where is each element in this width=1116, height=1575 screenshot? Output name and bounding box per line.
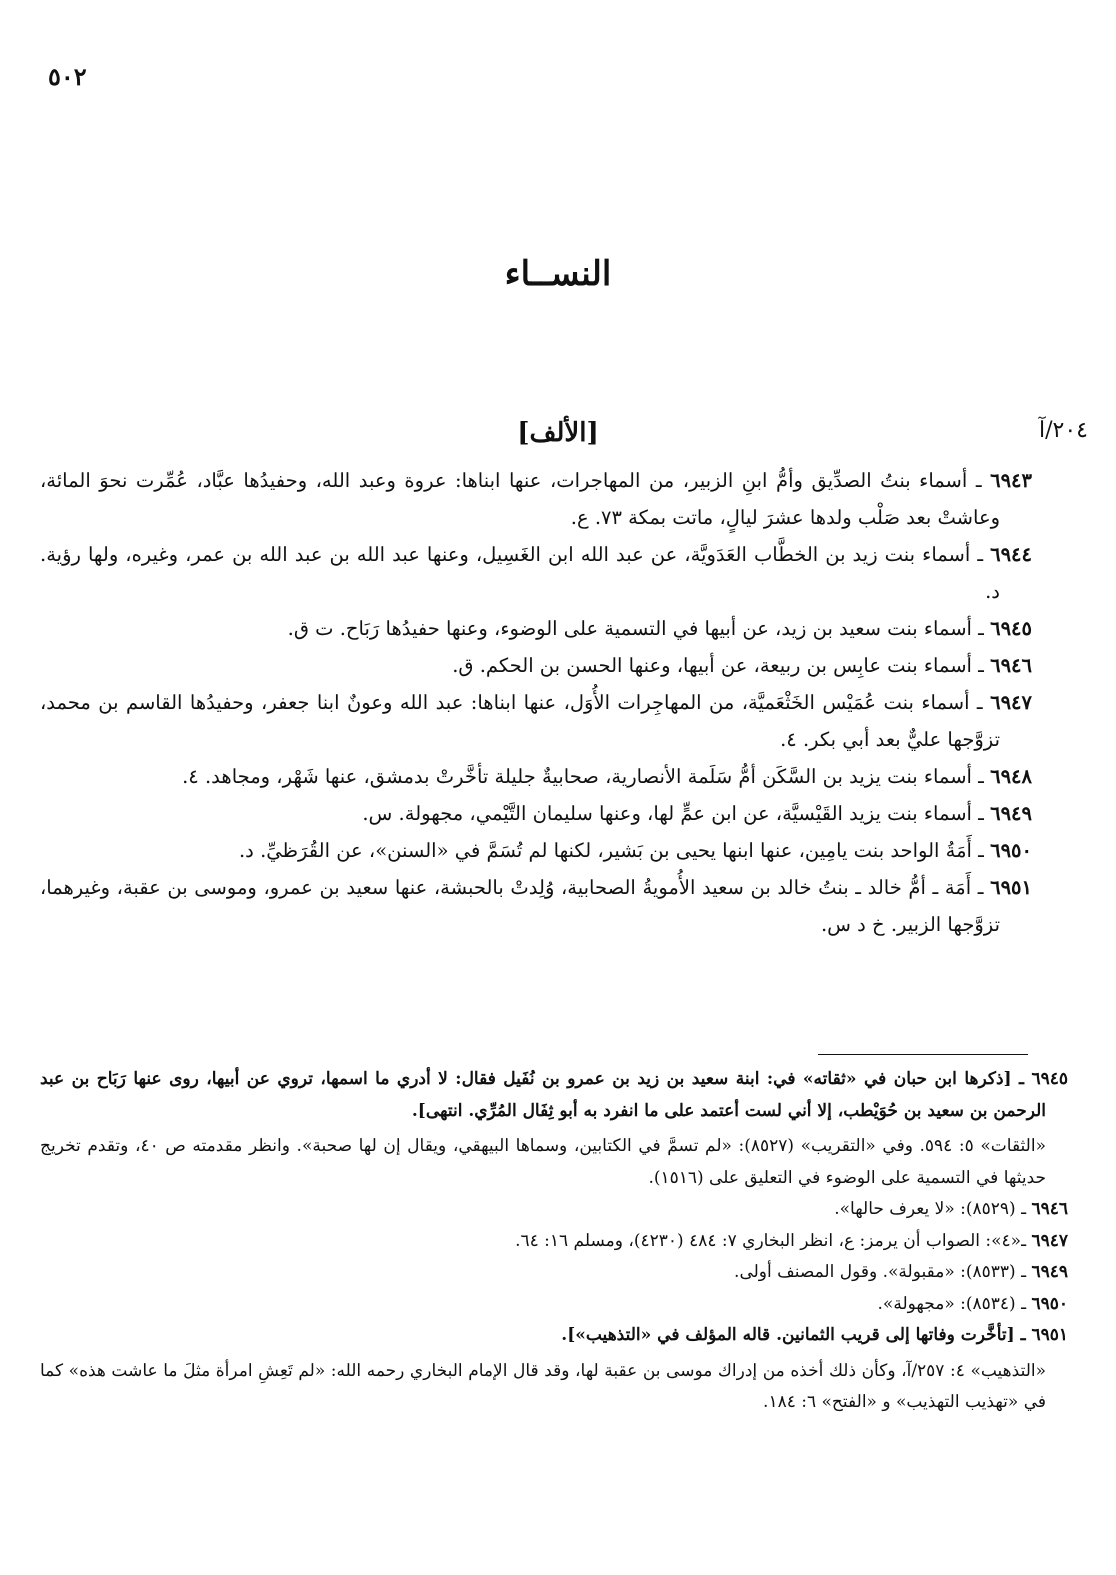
footnote-divider bbox=[818, 1054, 1028, 1055]
biography-entry bbox=[40, 462, 1032, 536]
footnote-number: ٦٩٤٧ bbox=[1031, 1230, 1068, 1251]
footnote-continuation bbox=[40, 1131, 1068, 1194]
entry-number: ٦٩٤٦ bbox=[990, 654, 1032, 677]
footnote-continuation bbox=[40, 1356, 1068, 1419]
footnote-text: ـ [ذكرها ابن حبان في «ثقاته» في: ابنة سعيد بن زيد بن عمرو بن نُفَيل فقال: لا أدري ما اسمها، تروي عن أبيها، روى عنها رَبَاح بن عبد الرحمن بن سعيد بن حُوَيْطب، إلا أني لست أعتمد على ما انفرد به أبو ثِفَال المُرِّي. انتهى]. bbox=[40, 1069, 1046, 1121]
page-number: ٥٠٢ bbox=[48, 62, 87, 91]
footnote-number: ٦٩٥٠ bbox=[1031, 1293, 1068, 1314]
entry-text: ـ أسماء بنت سعيد بن زيد، عن أبيها في التسمية على الوضوء، وعنها حفيدُها رَبَاح. ت ق. bbox=[287, 617, 984, 640]
manuscript-folio-reference: ٢٠٤/آ bbox=[1039, 418, 1088, 443]
footnote-text: «الثقات» ٥: ٥٩٤. وفي «التقريب» (٨٥٢٧): «لم تسمَّ في الكتابين، وسماها البيهقي، ويقال إن لها صحبة». وانظر مقدمته ص ٤٠، وتقدم تخريج حديثها في التسمية على الوضوء في التعليق على (١٥١٦). bbox=[40, 1136, 1046, 1188]
entry-text: ـ أَمَة ـ أمُّ خالد ـ بنتُ خالد بن سعيد الأُمويةُ الصحابية، وُلِدتْ بالحبشة، عنها سعيد بن عمرو، وموسى بن عقبة، وغيرهما، تزوَّجها الزبير. خ د س. bbox=[40, 876, 1000, 936]
footnote-text: ـ (٨٥٢٩): «لا يعرف حالها». bbox=[834, 1199, 1027, 1219]
footnote bbox=[40, 1226, 1068, 1258]
entry-text: ـ أسماء بنت زيد بن الخطَّاب العَدَويَّة، عن عبد الله ابن الغَسِيل، وعنها عبد الله بن عبد الله بن عمر، وغيره، ولها رؤية. د. bbox=[40, 543, 1000, 603]
footnote-number: ٦٩٤٦ bbox=[1031, 1199, 1068, 1219]
entry-text: ـ أَمَةُ الواحد بنت يامِين، عنها ابنها يحيى بن بَشير، لكنها لم تُسَمَّ في «السنن»، عن القُرَظيِّ. د. bbox=[238, 839, 984, 862]
biography-entry bbox=[40, 647, 1032, 684]
entry-number: ٦٩٥٠ bbox=[990, 839, 1032, 862]
entry-text: ـ أسماء بنت يزيد بن السَّكَن أمُّ سَلَمة الأنصارية، صحابيةٌ جليلة تأخَّرتْ بدمشق، عنها شَهْر، ومجاهد. ٤. bbox=[182, 765, 984, 788]
entry-text: ـ أسماء بنتُ الصدِّيق وأمُّ ابنِ الزبير، من المهاجرات، عنها ابناها: عروة وعبد الله، وحفيدُها عبَّاد، عُمِّرت نحوَ المائة، وعاشتْ بعد صَلْب ولدها عشرَ ليالٍ، ماتت بمكة ٧٣. ع. bbox=[40, 469, 1000, 529]
biography-entry bbox=[40, 758, 1032, 795]
footnote-text: ـ (٨٥٣٤): «مجهولة». bbox=[877, 1293, 1027, 1314]
footnote-text: ـ (٨٥٣٣): «مقبولة». وقول المصنف أولى. bbox=[734, 1262, 1027, 1282]
entry-text: ـ أسماء بنت عُمَيْس الخَثْعَميَّة، من المهاجِرات الأُوَل، عنها ابناها: عبد الله وعونٌ ابنا جعفر، وحفيدُها القاسم بن محمد، تزوَّجها عليٌّ بعد أبي بكر. ٤. bbox=[40, 691, 1000, 751]
footnote bbox=[40, 1257, 1068, 1289]
entry-number: ٦٩٤٨ bbox=[990, 765, 1032, 788]
chapter-title: النســاء bbox=[504, 254, 612, 294]
footnote bbox=[40, 1320, 1068, 1352]
footnotes bbox=[40, 1064, 1068, 1419]
entry-text: ـ أسماء بنت يزيد القَيْسيَّة، عن ابن عمٍّ لها، وعنها سليمان التَّيْمي، مجهولة. س. bbox=[362, 802, 984, 825]
footnote bbox=[40, 1289, 1068, 1321]
footnote-number: ٦٩٤٥ bbox=[1031, 1069, 1069, 1089]
footnote bbox=[40, 1194, 1068, 1226]
entry-number: ٦٩٤٩ bbox=[990, 802, 1032, 825]
biography-entry bbox=[40, 795, 1032, 832]
entry-number: ٦٩٥١ bbox=[990, 876, 1032, 899]
biography-entries bbox=[40, 462, 1032, 943]
biography-entry bbox=[40, 684, 1032, 758]
biography-entry bbox=[40, 536, 1032, 610]
biography-entry bbox=[40, 869, 1032, 943]
footnote-number: ٦٩٥١ bbox=[1031, 1325, 1068, 1345]
biography-entry bbox=[40, 832, 1032, 869]
entry-number: ٦٩٤٣ bbox=[990, 469, 1033, 492]
footnote-text: «التذهيب» ٤: ٢٥٧/آ، وكأن ذلك أخذه من إدراك موسى بن عقبة لها، وقد قال الإمام البخاري رحمه الله: «لم تَعِشِ امرأة مثلَ ما عاشت هذه» كما في «تهذيب التهذيب» و «الفتح» ٦: ١٨٤. bbox=[40, 1360, 1046, 1412]
footnote-text: ـ [تأخَّرت وفاتها إلى قريب الثمانين. قاله المؤلف في «التذهيب»]. bbox=[561, 1325, 1026, 1345]
entry-number: ٦٩٤٤ bbox=[990, 543, 1032, 566]
biography-entry bbox=[40, 610, 1032, 647]
entry-text: ـ أسماء بنت عابِس بن ربيعة، عن أبيها، وعنها الحسن بن الحكم. ق. bbox=[452, 654, 984, 677]
section-heading: [الألف] bbox=[517, 418, 599, 448]
entry-number: ٦٩٤٧ bbox=[990, 691, 1032, 714]
footnote-number: ٦٩٤٩ bbox=[1031, 1262, 1068, 1282]
entry-number: ٦٩٤٥ bbox=[990, 617, 1032, 640]
footnote bbox=[40, 1064, 1068, 1127]
footnote-text: ـ«٤»: الصواب أن يرمز: ع، انظر البخاري ٧: ٤٨٤ (٤٢٣٠)، ومسلم ١٦: ٦٤. bbox=[515, 1230, 1027, 1251]
